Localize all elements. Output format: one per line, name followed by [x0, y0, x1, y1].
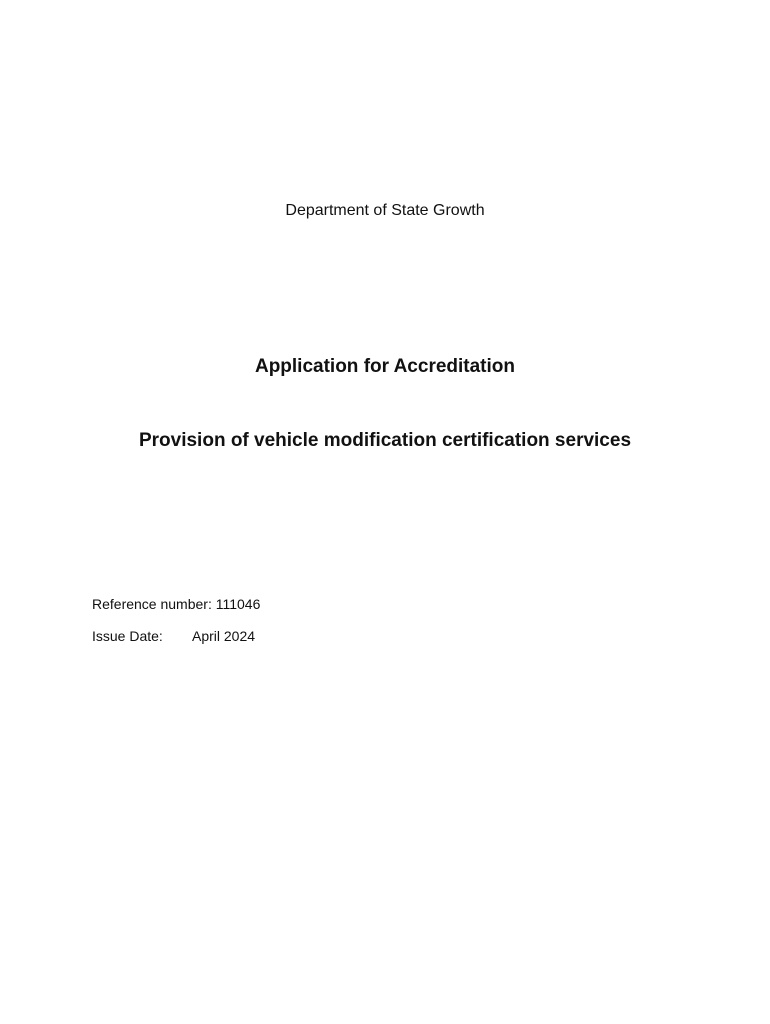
- document-subtitle: Provision of vehicle modification certification services: [138, 430, 632, 451]
- document-title: Application for Accreditation: [254, 356, 516, 377]
- reference-number-value: 111046: [215, 596, 261, 612]
- issue-date-label: Issue Date:: [92, 628, 163, 644]
- issue-date-value: April 2024: [192, 628, 256, 644]
- reference-number-line: [92, 594, 260, 614]
- department-name: Department of State Growth: [285, 202, 485, 219]
- issue-date-line: [92, 626, 256, 646]
- reference-number-label: Reference number:: [92, 596, 212, 612]
